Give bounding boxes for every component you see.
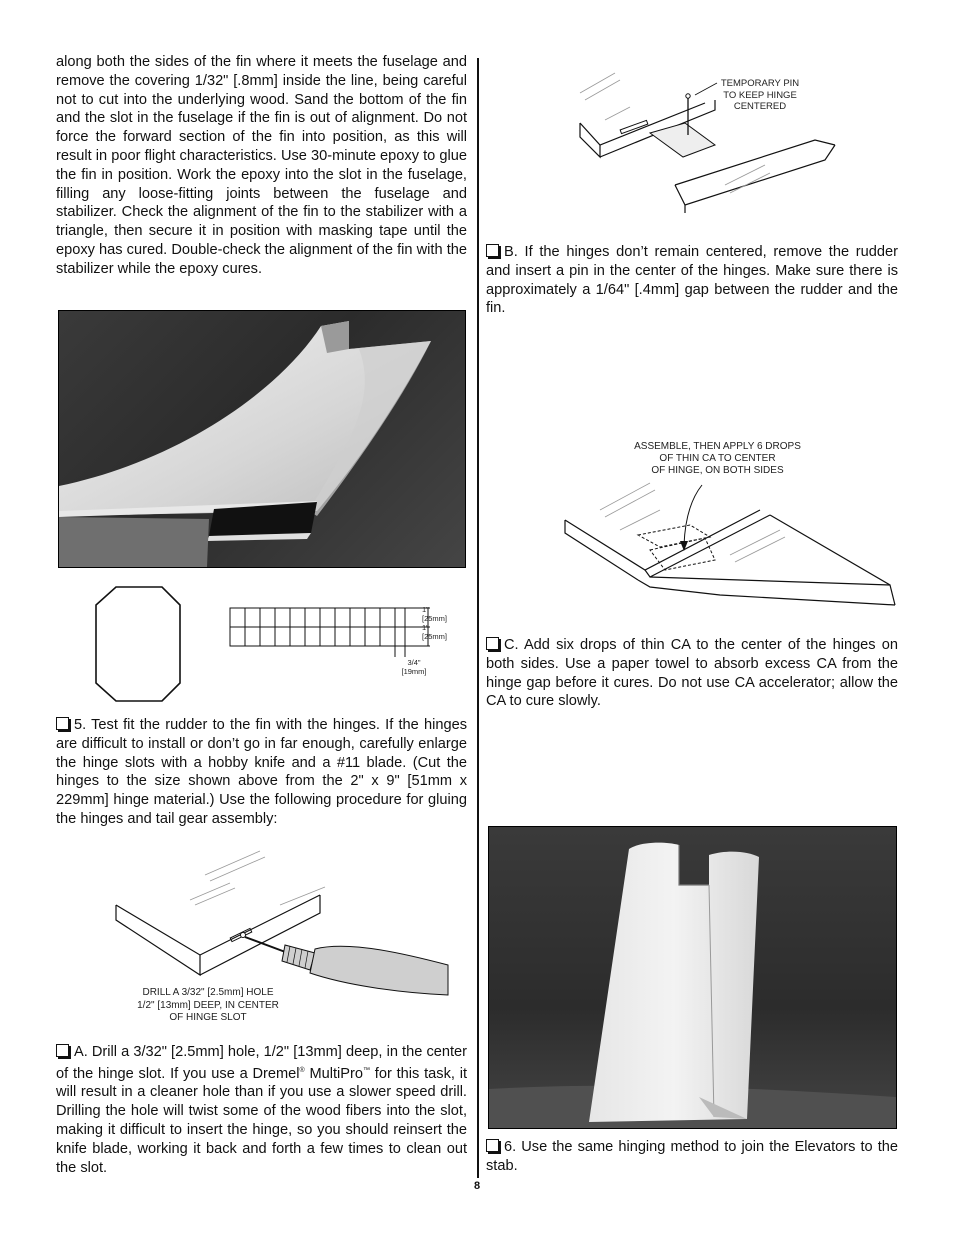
step-c-text: C. Add six drops of thin CA to the center of the hinges on both sides. Use a paper towel to absorb excess CA from the hinge gap before it cures. Do not use CA accelerator; allow the CA to cure slowly.: [486, 637, 898, 710]
dim-2-inch: 1": [422, 623, 429, 632]
hinge-template-diagram: [90, 585, 470, 705]
step-6-checkbox[interactable]: [486, 1139, 499, 1152]
drill-callout-line-1: DRILL A 3/32" [2.5mm] HOLE: [142, 987, 274, 998]
ca-callout: [620, 441, 815, 477]
trademark-mark: ™: [363, 1066, 371, 1074]
rudder-photo: [488, 826, 897, 1129]
drill-callout: [118, 987, 298, 1025]
pin-callout-line-2: TO KEEP HINGE: [723, 89, 797, 101]
hinge-dim-1: [422, 605, 452, 641]
step-a-text-3: for this task, it will result in a cleaner hole than if you use a slower speed drill. Drilling the hole will twist some of the wood fibers into the slot, making it difficult to insert the hinge, so you should reinsert the knife blade, working it back and forth a few times to clean out the slot.: [56, 1065, 468, 1176]
dim-1-inch: 1": [422, 605, 429, 614]
ca-callout-line-2: OF THIN CA TO CENTER: [659, 453, 776, 464]
drill-diagram-svg: [110, 845, 450, 995]
hinge-template-svg: [90, 585, 470, 705]
fin-photo-drawing: [59, 311, 465, 567]
hinge-octagon-shape: [96, 587, 180, 701]
registered-mark: ®: [299, 1066, 305, 1074]
drill-diagram: [110, 845, 450, 995]
dim-2-mm: [25mm]: [422, 632, 448, 641]
pin-callout: [705, 78, 815, 113]
page-number: 8: [473, 1180, 481, 1192]
step-a-checkbox[interactable]: [56, 1044, 69, 1057]
step-6: [486, 1138, 898, 1176]
fin-photo: [58, 310, 466, 568]
step-c: [486, 636, 898, 711]
step-6-text: 6. Use the same hinging method to join the Elevators to the stab.: [486, 1139, 898, 1174]
ca-callout-line-3: OF HINGE, ON BOTH SIDES: [651, 465, 784, 476]
step-a-text-1: A. Drill a 3/32" [2.5mm] hole, 1/2" [13mm] deep, in the center of the hinge slot. If you use a Dremel: [56, 1044, 467, 1082]
dim-3-inch: 3/4": [407, 658, 421, 667]
step-5-checkbox[interactable]: [56, 717, 69, 730]
step-5: [56, 716, 467, 829]
pin-callout-line-3: CENTERED: [733, 101, 787, 112]
hinge-grid: [230, 608, 430, 657]
left-column: [56, 53, 467, 279]
step-a-text-2: MultiPro: [304, 1065, 364, 1082]
ca-diagram: [560, 475, 900, 615]
intro-paragraph: along both the sides of the fin where it meets the fuselage and remove the covering 1/32" [.8mm] inside the line, being careful not to cut into the underlying wood. Sand the bottom of the fin and the slot in the fuselage if the fin is out of alignment. Do not force the forward section of the fin into position, as this will result in poor flight characteristics. Use 30-minute epoxy to glue the fin in position. Work the epoxy into the slot in the fuselage, filling any loose-fitting joints between the fuselage and stabilizer. Check the alignment of the fin to the stabilizer with a triangle, then secure it in position with masking tape until the epoxy has cured. Double-check the alignment of the fin with the stabilizer while the epoxy cures.: [56, 54, 467, 277]
ca-diagram-svg: [560, 475, 900, 615]
hinge-dim-3: [394, 658, 434, 676]
ca-callout-line-1: ASSEMBLE, THEN APPLY 6 DROPS: [634, 441, 801, 452]
column-divider: [477, 58, 479, 1178]
step-b: [486, 243, 898, 318]
dim-3-mm: [19mm]: [401, 667, 427, 676]
step-c-checkbox[interactable]: [486, 637, 499, 650]
drill-callout-line-3: OF HINGE SLOT: [169, 1012, 247, 1023]
step-b-text: B. If the hinges don’t remain centered, remove the rudder and insert a pin in the center of the hinges. Make sure there is approximately a 1/64" [.4mm] gap between the rudder and the fin.: [486, 244, 898, 317]
dim-1-mm: [25mm]: [422, 614, 448, 623]
step-5-text: 5. Test fit the rudder to the fin with the hinges. If the hinges are difficult to install or don’t go in far enough, carefully enlarge the hinge slots with a hobby knife and a #11 blade. (Cut the hinges to the size shown above from the 2" x 9" [51mm x 229mm] hinge material.) Use the following procedure for gluing the hinges and tail gear assembly:: [56, 717, 467, 827]
pin-callout-line-1: TEMPORARY PIN: [720, 78, 800, 89]
drill-callout-line-2: 1/2" [13mm] DEEP, IN CENTER: [137, 999, 279, 1011]
step-b-checkbox[interactable]: [486, 244, 499, 257]
rudder-photo-drawing: [489, 827, 896, 1128]
step-a: [56, 1043, 467, 1177]
